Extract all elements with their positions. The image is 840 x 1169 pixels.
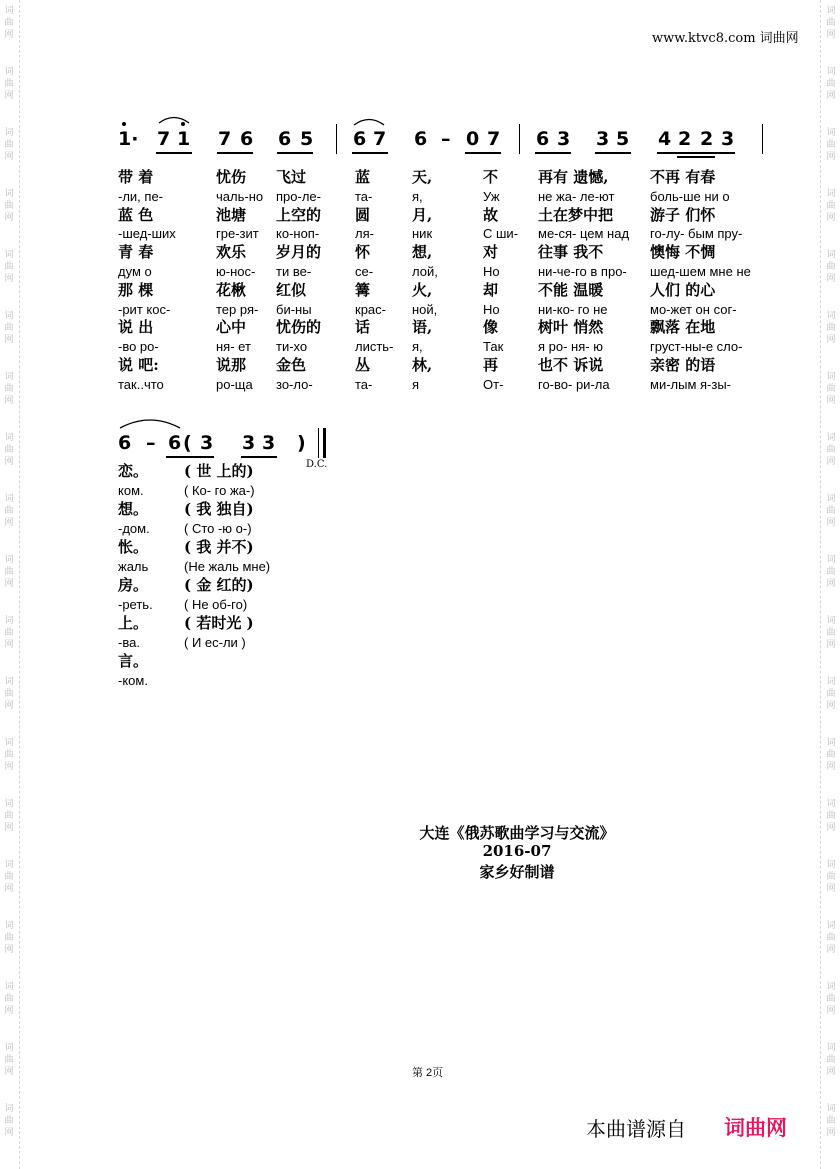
watermark-char: 曲 xyxy=(826,140,836,150)
da-capo-mark: D.C. xyxy=(306,459,328,470)
note: 6 xyxy=(536,128,550,150)
watermark-char: 词 xyxy=(826,921,836,931)
lyric-chinese: 懊悔 不惆 xyxy=(650,243,716,262)
watermark-char: 曲 xyxy=(4,262,14,272)
watermark-char: 词 xyxy=(826,67,836,77)
watermark-char: 词 xyxy=(4,982,14,992)
note: 4 xyxy=(658,128,672,150)
lyric-russian: Уж xyxy=(483,188,500,204)
lyric-russian: лой, xyxy=(412,264,438,279)
note: 3 xyxy=(721,128,735,150)
watermark-char: 网 xyxy=(826,91,836,101)
source-label: 本曲谱源自 xyxy=(586,1119,686,1141)
ending-parenthetical: ( 世 上的) xyxy=(184,462,254,480)
ending-word: 房。 xyxy=(118,576,149,594)
watermark-char: 曲 xyxy=(4,79,14,89)
watermark-char: 词 xyxy=(4,250,14,260)
lyric-chinese: 欢乐 xyxy=(216,243,247,262)
lyric-chinese: 亲密 的语 xyxy=(650,356,716,374)
watermark-char: 曲 xyxy=(826,18,836,28)
watermark-char: 网 xyxy=(826,640,836,650)
watermark-char: 曲 xyxy=(826,384,836,394)
lyric-chinese: 怀 xyxy=(355,243,371,262)
watermark-char: 网 xyxy=(826,579,836,589)
lyric-russian: ной, xyxy=(412,301,438,317)
watermark-char: 曲 xyxy=(826,628,836,638)
watermark-char: 曲 xyxy=(4,384,14,394)
note: 1 xyxy=(177,128,191,150)
lyric-russian: би-ны xyxy=(276,301,312,317)
watermark-char: 词 xyxy=(826,738,836,748)
watermark-char: 网 xyxy=(4,1006,14,1016)
left-dashed-border xyxy=(19,0,20,1169)
lyric-chinese: 不 xyxy=(483,168,499,186)
watermark-char: 网 xyxy=(4,701,14,711)
note: 2 xyxy=(700,128,714,150)
note: 6 xyxy=(353,128,367,150)
watermark-char: 曲 xyxy=(826,323,836,333)
lyric-russian: крас- xyxy=(355,301,386,317)
lyric-chinese: 人们 的心 xyxy=(650,280,716,299)
watermark-char: 曲 xyxy=(4,933,14,943)
lyric-chinese: 林, xyxy=(412,356,433,374)
watermark-char: 网 xyxy=(826,213,836,223)
slur xyxy=(352,116,386,126)
dash: – xyxy=(441,128,451,150)
ending-word: -реть. xyxy=(118,597,153,612)
watermark-char: 网 xyxy=(826,701,836,711)
lyric-chinese: 那 棵 xyxy=(118,280,154,299)
watermark-char: 网 xyxy=(826,396,836,406)
lyric-russian: Но xyxy=(483,301,500,317)
watermark-char: 词 xyxy=(4,433,14,443)
lyric-chinese: 想, xyxy=(412,243,433,262)
watermark-char: 网 xyxy=(4,518,14,528)
ending-word: 言。 xyxy=(118,652,149,670)
ending-word: -ва. xyxy=(118,635,140,650)
lyric-russian: дум о xyxy=(118,264,152,279)
beam-underline xyxy=(166,456,214,458)
lyric-russian: С ши- xyxy=(483,226,519,242)
watermark-char: 词 xyxy=(826,799,836,809)
lyric-russian: го-во- ри-ла xyxy=(538,376,610,392)
watermark-char: 网 xyxy=(826,335,836,345)
ending-word: -ком. xyxy=(118,673,148,688)
barline xyxy=(519,124,520,154)
lyric-chinese: 月, xyxy=(412,205,433,224)
lyric-chinese: 飘落 在地 xyxy=(650,318,716,337)
note: 3 xyxy=(242,432,256,454)
lyric-russian: ро-ща xyxy=(216,376,253,392)
beam-underline xyxy=(465,152,501,154)
watermark-char: 曲 xyxy=(826,994,836,1004)
lyric-russian: груст-ны-е сло- xyxy=(650,339,743,355)
credit-date: 2016-07 xyxy=(482,842,552,860)
lyric-russian: та- xyxy=(355,188,373,204)
watermark-char: 网 xyxy=(4,91,14,101)
ending-parenthetical: (Не жаль мне) xyxy=(184,559,271,574)
watermark-char: 词 xyxy=(4,67,14,77)
watermark-char: 曲 xyxy=(4,140,14,150)
note: 6 xyxy=(414,128,428,150)
lyric-chinese: 再有 遗憾, xyxy=(538,168,609,186)
note: 7 xyxy=(373,128,387,150)
beam-underline-double xyxy=(677,156,715,158)
watermark-char: 词 xyxy=(4,372,14,382)
watermark-char: 词 xyxy=(826,1104,836,1114)
lyric-chinese: 青 春 xyxy=(118,243,154,262)
page-number: 第 2页 xyxy=(412,1067,444,1079)
left-watermark-column xyxy=(2,0,16,1169)
watermark-char: 词 xyxy=(4,6,14,16)
lyric-russian: про-ле- xyxy=(276,188,321,204)
lyric-russian: Но xyxy=(483,264,500,279)
watermark-char: 网 xyxy=(826,823,836,833)
lyric-chinese: 往事 我不 xyxy=(538,243,604,262)
note: 3 xyxy=(557,128,571,150)
lyric-chinese: 带 着 xyxy=(118,168,154,186)
watermark-char: 曲 xyxy=(4,1116,14,1126)
watermark-char: 曲 xyxy=(826,262,836,272)
watermark-char: 词 xyxy=(826,677,836,687)
beam-underline xyxy=(277,152,313,154)
watermark-char: 词 xyxy=(4,860,14,870)
beam-underline xyxy=(657,152,735,154)
ending-parenthetical: ( Ко- го жа-) xyxy=(184,483,255,498)
ending-parenthetical: ( 若时光 ) xyxy=(184,614,254,632)
lyric-russian: ти-хо xyxy=(276,339,308,355)
note: 7 xyxy=(218,128,232,150)
note: 6 xyxy=(240,128,254,150)
watermark-char: 曲 xyxy=(826,567,836,577)
watermark-char: 网 xyxy=(4,335,14,345)
slur xyxy=(157,114,191,124)
lyric-russian: шед-шем мне не xyxy=(650,264,751,279)
watermark-char: 词 xyxy=(4,1104,14,1114)
lyric-chinese: 语, xyxy=(412,318,433,337)
watermark-char: 网 xyxy=(826,762,836,772)
watermark-char: 网 xyxy=(4,823,14,833)
watermark-char: 曲 xyxy=(4,1055,14,1065)
lyric-russian: се- xyxy=(355,264,374,279)
beam-underline xyxy=(217,152,253,154)
beam-underline xyxy=(241,456,277,458)
lyric-russian: -ли, пе- xyxy=(118,188,163,204)
watermark-char: 曲 xyxy=(826,811,836,821)
ending-word: 上。 xyxy=(118,614,149,632)
right-dashed-border xyxy=(820,0,821,1169)
watermark-char: 网 xyxy=(4,30,14,40)
lyric-russian: ни-че-го в про- xyxy=(538,264,627,279)
watermark-char: 曲 xyxy=(826,445,836,455)
lyric-chinese: 圆 xyxy=(355,205,371,224)
watermark-char: 曲 xyxy=(4,872,14,882)
watermark-char: 词 xyxy=(4,555,14,565)
watermark-char: 网 xyxy=(4,1067,14,1077)
lyric-russian: ник xyxy=(412,226,433,242)
lyric-chinese: 也不 诉说 xyxy=(538,356,604,374)
watermark-char: 网 xyxy=(4,762,14,772)
watermark-char: 曲 xyxy=(4,18,14,28)
watermark-char: 曲 xyxy=(4,994,14,1004)
watermark-char: 曲 xyxy=(4,445,14,455)
watermark-char: 网 xyxy=(826,30,836,40)
watermark-char: 词 xyxy=(826,494,836,504)
watermark-char: 曲 xyxy=(826,1055,836,1065)
watermark-char: 曲 xyxy=(826,506,836,516)
watermark-char: 曲 xyxy=(826,750,836,760)
note: 5 xyxy=(616,128,630,150)
lyric-russian: листь- xyxy=(355,339,394,355)
ending-parenthetical: ( 我 独自) xyxy=(184,500,254,518)
watermark-char: 词 xyxy=(4,799,14,809)
note: 3 xyxy=(596,128,610,150)
beam-underline xyxy=(535,152,571,154)
watermark-char: 网 xyxy=(4,152,14,162)
lyric-russian: ко-ноп- xyxy=(276,226,320,242)
lyric-chinese: 上空的 xyxy=(276,205,322,224)
watermark-char: 网 xyxy=(4,884,14,894)
note: 1· xyxy=(118,128,139,150)
beam-underline xyxy=(352,152,388,154)
watermark-char: 网 xyxy=(4,945,14,955)
watermark-char: 词 xyxy=(826,433,836,443)
lyric-chinese: 忧伤 xyxy=(216,168,247,186)
lyric-chinese: 花楸 xyxy=(216,280,247,299)
lyric-russian: -рит кос- xyxy=(118,301,171,317)
watermark-char: 词 xyxy=(826,189,836,199)
lyric-russian: мо-жет он сог- xyxy=(650,301,737,317)
lyric-chinese: 飞过 xyxy=(276,168,307,186)
watermark-char: 曲 xyxy=(826,79,836,89)
lyric-russian: ти ве- xyxy=(276,264,312,279)
watermark-char: 词 xyxy=(4,311,14,321)
lyric-russian: ня- ет xyxy=(216,339,251,355)
watermark-char: 曲 xyxy=(826,689,836,699)
ending-parenthetical: ( 金 红的) xyxy=(184,576,254,594)
lyric-russian: зо-ло- xyxy=(276,376,313,392)
lyric-russian: не жа- ле-ют xyxy=(538,188,615,204)
ending-word: 怅。 xyxy=(118,538,149,556)
watermark-char: 词 xyxy=(4,1043,14,1053)
note: 6 xyxy=(168,432,182,454)
lyric-chinese: 树叶 悄然 xyxy=(538,318,604,337)
lyric-chinese: 不再 有春 xyxy=(650,168,716,186)
lyric-russian: я xyxy=(412,376,420,392)
watermark-char: 曲 xyxy=(4,689,14,699)
beam-underline xyxy=(595,152,631,154)
watermark-char: 网 xyxy=(4,274,14,284)
source-site-link[interactable]: 词曲网 xyxy=(724,1117,787,1140)
site-header[interactable]: www.ktvc8.com 词曲网 xyxy=(652,31,799,46)
watermark-char: 词 xyxy=(826,250,836,260)
watermark-char: 词 xyxy=(826,982,836,992)
lyric-chinese: 再 xyxy=(483,356,499,374)
watermark-char: 网 xyxy=(4,457,14,467)
watermark-char: 词 xyxy=(4,677,14,687)
beam-underline xyxy=(156,152,192,154)
watermark-char: 词 xyxy=(826,616,836,626)
watermark-char: 网 xyxy=(826,457,836,467)
lyric-russian: го-лу- бым пру- xyxy=(650,226,743,242)
lyric-russian: ю-нос- xyxy=(216,264,256,279)
barline xyxy=(336,124,337,154)
lyric-chinese: 游子 们怀 xyxy=(650,205,716,224)
watermark-char: 词 xyxy=(4,616,14,626)
watermark-char: 曲 xyxy=(826,933,836,943)
watermark-char: 词 xyxy=(826,555,836,565)
watermark-char: 网 xyxy=(4,579,14,589)
lyric-russian: ни-ко- го не xyxy=(538,301,608,317)
note: 3 xyxy=(200,432,214,454)
lyric-chinese: 池塘 xyxy=(216,205,247,224)
watermark-char: 网 xyxy=(4,396,14,406)
lyric-chinese: 不能 温暖 xyxy=(538,280,604,299)
lyric-russian: гре-зит xyxy=(216,226,259,242)
final-barline-thin xyxy=(318,428,319,458)
lyric-chinese: 话 xyxy=(355,318,371,337)
slur xyxy=(118,416,182,430)
watermark-char: 网 xyxy=(4,640,14,650)
watermark-char: 曲 xyxy=(4,323,14,333)
watermark-char: 网 xyxy=(826,518,836,528)
lyric-russian: боль-ше ни о xyxy=(650,188,730,204)
ending-word: жаль xyxy=(118,559,149,574)
watermark-char: 曲 xyxy=(4,811,14,821)
lyric-russian: ме-ся- цем над xyxy=(538,226,630,242)
ending-parenthetical: ( Не об-го) xyxy=(184,597,248,612)
dash: – xyxy=(146,432,156,454)
credit-maker: 家乡好制谱 xyxy=(479,863,555,881)
watermark-char: 网 xyxy=(4,213,14,223)
note: 2 xyxy=(678,128,692,150)
final-barline-thick xyxy=(323,428,326,458)
lyric-chinese: 说 吧: xyxy=(118,356,159,374)
lyric-russian: я, xyxy=(412,339,423,355)
lyric-chinese: 岁月的 xyxy=(276,243,322,262)
lyric-chinese: 说 出 xyxy=(118,318,154,337)
note: 6 xyxy=(278,128,292,150)
lyric-russian: -во ро- xyxy=(118,339,159,355)
ending-parenthetical: ( 我 并不) xyxy=(184,538,254,556)
lyric-chinese: 红似 xyxy=(276,280,307,299)
note: 6 xyxy=(118,432,132,454)
ending-word: 恋。 xyxy=(118,462,149,480)
lyric-russian: тер ря- xyxy=(216,301,259,317)
lyric-russian: Так xyxy=(483,339,504,355)
watermark-char: 词 xyxy=(826,6,836,16)
watermark-char: 网 xyxy=(826,274,836,284)
lyric-chinese: 火, xyxy=(412,280,433,299)
watermark-char: 词 xyxy=(826,1043,836,1053)
barline xyxy=(762,124,763,154)
watermark-char: 词 xyxy=(826,128,836,138)
watermark-char: 网 xyxy=(826,1067,836,1077)
note: 3 xyxy=(262,432,276,454)
ending-parenthetical: ( И ес-ли ) xyxy=(184,635,246,650)
watermark-char: 网 xyxy=(826,152,836,162)
watermark-char: 曲 xyxy=(4,750,14,760)
watermark-char: 词 xyxy=(4,128,14,138)
watermark-char: 词 xyxy=(826,311,836,321)
lyric-russian: чаль-но xyxy=(216,188,264,204)
watermark-char: 词 xyxy=(4,921,14,931)
watermark-char: 曲 xyxy=(826,201,836,211)
lyric-russian: ми-лым я-зы- xyxy=(650,376,732,392)
watermark-char: 词 xyxy=(4,189,14,199)
lyric-chinese: 金色 xyxy=(276,356,307,374)
note: 5 xyxy=(300,128,314,150)
lyric-chinese: 忧伤的 xyxy=(276,318,322,337)
lyric-russian: та- xyxy=(355,376,373,392)
watermark-char: 网 xyxy=(4,1128,14,1138)
lyric-chinese: 天, xyxy=(412,168,433,186)
close-paren: ) xyxy=(297,432,306,454)
watermark-char: 网 xyxy=(826,884,836,894)
lyric-russian: ля- xyxy=(355,226,374,242)
lyric-russian: -шед-ших xyxy=(118,226,176,242)
open-paren: ( xyxy=(183,432,192,454)
lyric-russian: я, xyxy=(412,188,423,204)
lyric-chinese: 说那 xyxy=(216,356,247,374)
lyric-chinese: 篝 xyxy=(355,280,371,299)
watermark-char: 网 xyxy=(826,945,836,955)
lyric-russian: я ро- ня- ю xyxy=(538,339,603,355)
lyric-chinese: 像 xyxy=(483,318,499,337)
lyric-chinese: 故 xyxy=(483,205,499,224)
octave-dot xyxy=(122,122,126,126)
right-watermark-column xyxy=(824,0,838,1169)
credit-title: 大连《俄苏歌曲学习与交流》 xyxy=(419,824,615,842)
lyric-chinese: 蓝 色 xyxy=(118,205,154,224)
lyric-chinese: 蓝 xyxy=(355,168,371,186)
lyric-russian: так..что xyxy=(118,376,164,392)
lyric-chinese: 土在梦中把 xyxy=(538,205,614,224)
lyric-chinese: 却 xyxy=(483,280,499,299)
watermark-char: 曲 xyxy=(4,201,14,211)
note: 7 xyxy=(487,128,501,150)
watermark-char: 网 xyxy=(826,1006,836,1016)
ending-parenthetical: ( Сто -ю о-) xyxy=(184,521,252,536)
watermark-char: 词 xyxy=(826,860,836,870)
watermark-char: 词 xyxy=(4,494,14,504)
note: 0 xyxy=(466,128,480,150)
watermark-char: 词 xyxy=(826,372,836,382)
watermark-char: 曲 xyxy=(826,1116,836,1126)
watermark-char: 曲 xyxy=(4,506,14,516)
lyric-chinese: 丛 xyxy=(355,356,371,374)
watermark-char: 网 xyxy=(826,1128,836,1138)
ending-word: ком. xyxy=(118,483,144,498)
lyric-russian: От- xyxy=(483,376,504,392)
watermark-char: 曲 xyxy=(4,628,14,638)
ending-word: 想。 xyxy=(118,500,149,518)
note: 7 xyxy=(157,128,171,150)
lyric-chinese: 心中 xyxy=(216,318,247,337)
ending-word: -дом. xyxy=(118,521,150,536)
watermark-char: 词 xyxy=(4,738,14,748)
lyric-chinese: 对 xyxy=(483,243,499,262)
watermark-char: 曲 xyxy=(826,872,836,882)
watermark-char: 曲 xyxy=(4,567,14,577)
